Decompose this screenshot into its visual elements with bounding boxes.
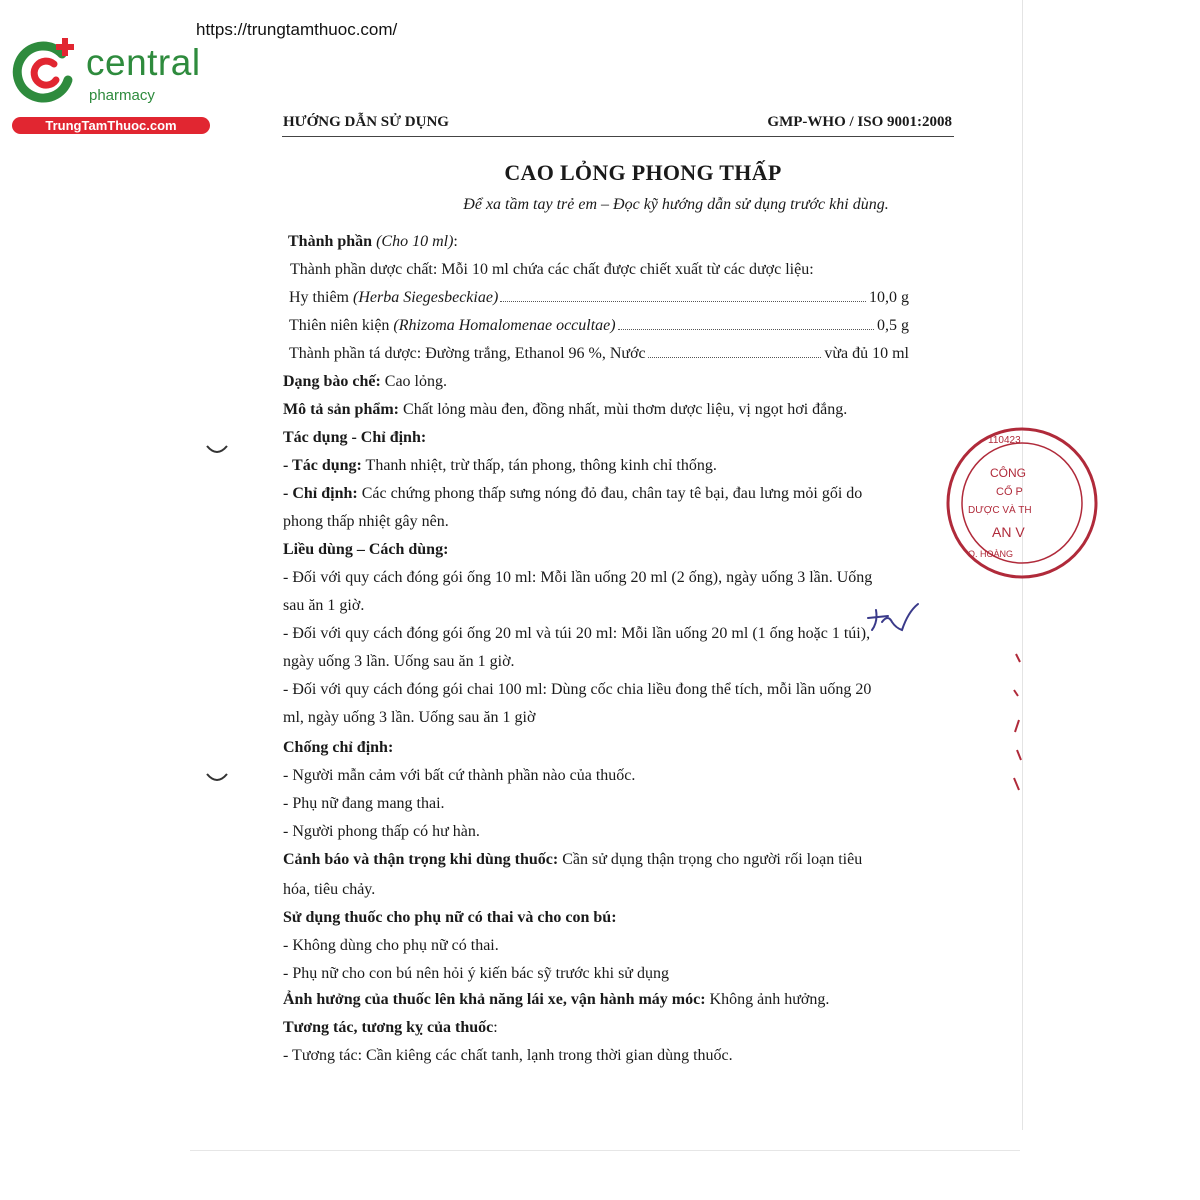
dosage-line: - Đối với quy cách đóng gói ống 10 ml: Mỗi lần uống 20 ml (2 ống), ngày uống 3 lần. Uống xyxy=(283,569,873,586)
central-pharmacy-logo-icon xyxy=(10,36,82,108)
indication-line: - Chỉ định: Các chứng phong thấp sưng nóng đỏ đau, chân tay tê bại, đau lưng mỏi gối do xyxy=(283,485,863,502)
contraindication-item: - Người phong thấp có hư hàn. xyxy=(283,823,480,840)
dosage-line: - Đối với quy cách đóng gói ống 20 ml và túi 20 ml: Mỗi lần uống 20 ml (1 ống hoặc 1 túi), xyxy=(283,625,871,642)
page-bottom-rule xyxy=(190,1150,1020,1151)
stamp-line: AN V xyxy=(992,524,1025,540)
stamp-fragment-marks xyxy=(1010,650,1024,795)
dosage-line: sau ăn 1 giờ. xyxy=(283,597,365,614)
source-url[interactable]: https://trungtamthuoc.com/ xyxy=(196,20,398,39)
dosage-line: - Đối với quy cách đóng gói chai 100 ml: Dùng cốc chia liều đong thể tích, mỗi lần uống 20 xyxy=(283,681,872,698)
stamp-line: CỔ P xyxy=(996,486,1023,498)
interactions-heading: Tương tác, tương kỵ của thuốc: xyxy=(283,1019,498,1036)
stamp-number: 110423 xyxy=(988,435,1021,446)
indications-heading: Tác dụng - Chỉ định: xyxy=(283,429,427,446)
stamp-line: CÔNG xyxy=(990,466,1026,480)
company-stamp xyxy=(940,425,1032,580)
ingredient-row: Hy thiêm (Herba Siegesbeckiae) 10,0 g xyxy=(289,289,909,306)
effect-line: - Tác dụng: Thanh nhiệt, trừ thấp, tán phong, thông kinh chỉ thống. xyxy=(283,457,717,474)
header-rule xyxy=(282,136,954,137)
stamp-line: DƯỢC VÀ TH xyxy=(968,505,1032,516)
handwritten-initials-icon xyxy=(862,600,922,640)
stamp-line: O. HOÀNG xyxy=(968,549,1014,559)
brand-name: central xyxy=(86,42,201,83)
dosage-line: ml, ngày uống 3 lần. Uống sau ăn 1 giờ xyxy=(283,709,536,726)
composition-heading: Thành phần (Cho 10 ml): xyxy=(288,233,458,250)
contraindications-heading: Chống chỉ định: xyxy=(283,739,394,756)
dosage-heading: Liều dùng – Cách dùng: xyxy=(283,541,449,558)
safety-subtitle: Để xa tầm tay trẻ em – Đọc kỹ hướng dẫn sử dụng trước khi dùng. xyxy=(463,196,889,213)
contraindication-item: - Người mẫn cảm với bất cứ thành phần nào của thuốc. xyxy=(283,767,636,784)
binder-clip-mark xyxy=(206,772,228,784)
warnings-line: Cảnh báo và thận trọng khi dùng thuốc: Cần sử dụng thận trọng cho người rối loạn tiêu xyxy=(283,851,863,868)
product-description: Mô tả sản phẩm: Chất lỏng màu đen, đồng nhất, mùi thơm dược liệu, vị ngọt hơi đắng. xyxy=(283,401,848,418)
certification: GMP-WHO / ISO 9001:2008 xyxy=(767,114,952,130)
dosage-form: Dạng bào chế: Cao lỏng. xyxy=(283,373,447,390)
product-title: CAO LỎNG PHONG THẤP xyxy=(504,160,782,185)
brand-site-bar: TrungTamThuoc.com xyxy=(12,117,210,134)
binder-clip-mark xyxy=(206,444,228,456)
brand-subtitle: pharmacy xyxy=(89,87,155,104)
driving-effects: Ảnh hưởng của thuốc lên khả năng lái xe, vận hành máy móc: Không ảnh hưởng. xyxy=(283,991,830,1008)
excipient-row: Thành phần tá dược: Đường trắng, Ethanol 96 %, Nước vừa đủ 10 ml xyxy=(289,345,909,362)
active-ingredients-line: Thành phần dược chất: Mỗi 10 ml chứa các chất được chiết xuất từ các dược liệu: xyxy=(290,261,814,278)
contraindication-item: - Phụ nữ đang mang thai. xyxy=(283,795,445,812)
pregnancy-heading: Sử dụng thuốc cho phụ nữ có thai và cho con bú: xyxy=(283,909,617,926)
dosage-line: ngày uống 3 lần. Uống sau ăn 1 giờ. xyxy=(283,653,515,670)
pregnancy-item: - Phụ nữ cho con bú nên hỏi ý kiến bác sỹ trước khi sử dụng xyxy=(283,965,669,982)
indication-line-cont: phong thấp nhiệt gây nên. xyxy=(283,513,449,530)
ingredient-row: Thiên niên kiện (Rhizoma Homalomenae occultae) 0,5 g xyxy=(289,317,909,334)
warnings-line-cont: hóa, tiêu chảy. xyxy=(283,881,376,898)
document-type: HƯỚNG DẪN SỬ DỤNG xyxy=(283,114,449,130)
pregnancy-item: - Không dùng cho phụ nữ có thai. xyxy=(283,937,499,954)
interaction-item: - Tương tác: Cần kiêng các chất tanh, lạnh trong thời gian dùng thuốc. xyxy=(283,1047,733,1064)
